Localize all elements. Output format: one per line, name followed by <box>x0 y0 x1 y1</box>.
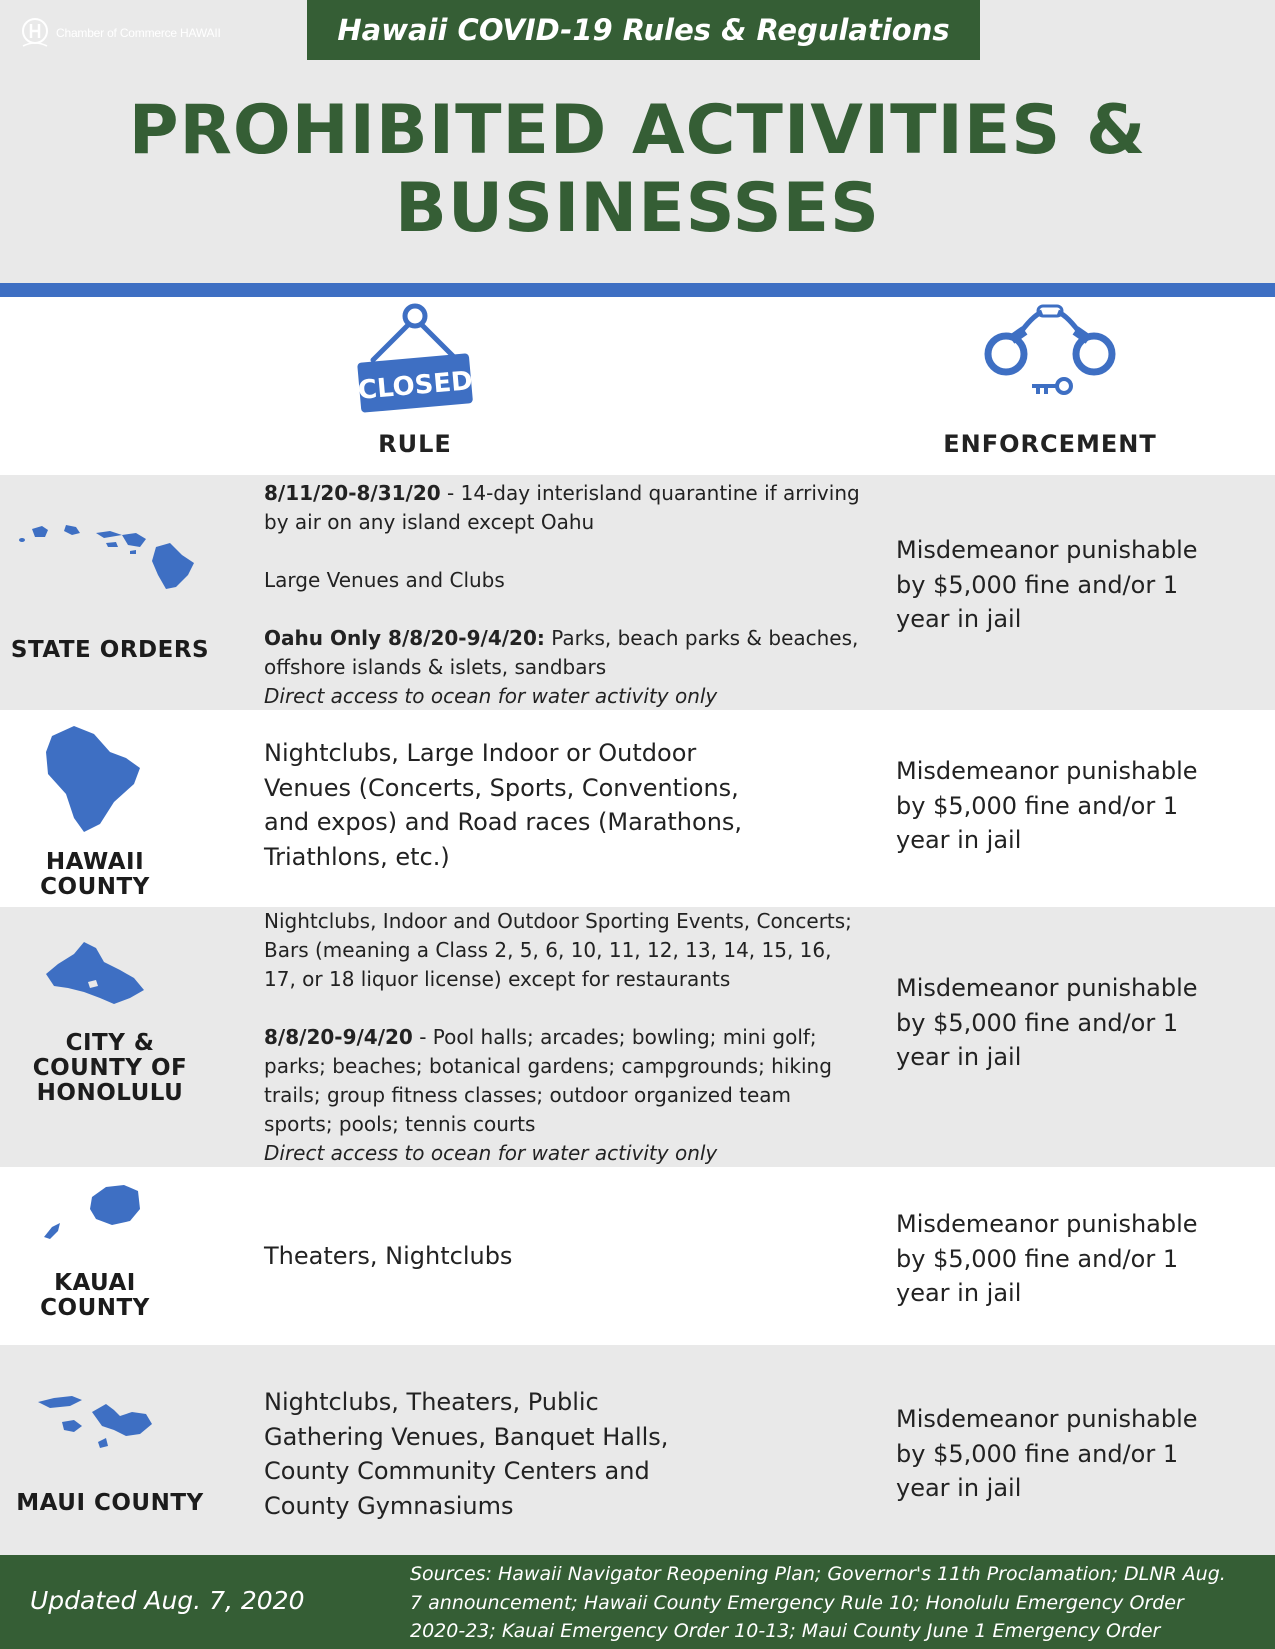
closed-sign-icon <box>355 302 475 418</box>
maui-county-map-icon <box>36 1390 156 1454</box>
sources-text: Sources: Hawaii Navigator Reopening Plan; Governor's 11th Proclamation; DLNR Aug. 7 announcement; Hawaii County Emergency Rule 10; Honolulu Emergency Order 2020-23; Kauai Emergency Order 10-13; Maui County June 1 Emergency Order <box>410 1563 1226 1642</box>
region-label-hawaii-county <box>10 850 180 900</box>
rule-date: Oahu Only 8/8/20-9/4/20: <box>264 626 545 650</box>
closed-sign-text: CLOSED <box>356 366 474 406</box>
table-row-kauai-county <box>0 1167 1275 1345</box>
region-label-kauai-county <box>10 1271 180 1321</box>
logo-text: Chamber of Commerce HAWAII <box>56 26 221 40</box>
table-row-maui-county <box>0 1345 1275 1555</box>
enforcement-text: Misdemeanor punishable by $5,000 fine and/or 1 year in jail <box>896 974 1198 1071</box>
table-row-state-orders <box>0 475 1275 710</box>
rule-column-header: RULE <box>378 430 452 458</box>
rule-detail: Parks, beach parks & beaches, offshore islands & islets, sandbars <box>264 626 859 679</box>
region-label-line: HAWAII <box>45 849 145 875</box>
region-label-line: HONOLULU <box>36 1080 184 1106</box>
region-label-line: COUNTY <box>40 874 150 900</box>
page-title <box>0 92 1275 248</box>
region-label-line: KAUAI <box>54 1270 136 1296</box>
enforcement-text: Misdemeanor punishable by $5,000 fine and/or 1 year in jail <box>896 1210 1198 1307</box>
rule-text <box>264 479 864 711</box>
rule-detail: - Pool halls; arcades; bowling; mini golf; parks; beaches; botanical gardens; campgrounds; hiking trails; group fitness classes; outdoor organized team sports; pools; tennis courts <box>264 1025 832 1136</box>
divider <box>0 283 1275 297</box>
enforcement-text: Misdemeanor punishable by $5,000 fine and/or 1 year in jail <box>896 1405 1198 1502</box>
enforcement-text: Misdemeanor punishable by $5,000 fine and/or 1 year in jail <box>896 536 1198 633</box>
region-label-line: CITY & <box>65 1030 155 1056</box>
hawaiian-islands-map-icon <box>18 521 204 601</box>
rule-text: Nightclubs, Large Indoor or Outdoor Venues (Concerts, Sports, Conventions, and expos) and Road races (Marathons, Triathlons, etc.) <box>264 739 743 871</box>
chamber-logo-icon <box>20 16 50 50</box>
region-label-honolulu <box>10 1031 210 1106</box>
rule-detail: - 14-day interisland quarantine if arriving by air on any island except Oahu <box>264 481 860 534</box>
table-row-honolulu <box>0 907 1275 1167</box>
region-label-line: COUNTY <box>40 1295 150 1321</box>
rule-date: 8/11/20-8/31/20 <box>264 481 441 505</box>
rule-date: 8/8/20-9/4/20 <box>264 1025 413 1049</box>
rule-text: Theaters, Nightclubs <box>264 1242 513 1270</box>
updated-date: Updated Aug. 7, 2020 <box>30 1586 305 1615</box>
rule-detail: Nightclubs, Indoor and Outdoor Sporting Events, Concerts; Bars (meaning a Class 2, 5, 6, 10, 11, 12, 13, 14, 15, 16, 17, or 18 liquor license) except for restaurants <box>264 909 852 991</box>
chamber-logo <box>20 16 221 50</box>
rule-note: Direct access to ocean for water activity only <box>264 1141 718 1165</box>
region-label-state-orders: STATE ORDERS <box>10 637 210 663</box>
table-row-hawaii-county <box>0 710 1275 907</box>
oahu-map-icon <box>44 940 146 1010</box>
rule-detail: Large Venues and Clubs <box>264 568 505 592</box>
region-label-maui-county: MAUI COUNTY <box>16 1490 204 1516</box>
region-label-line: COUNTY OF <box>32 1055 188 1081</box>
rule-text: Nightclubs, Theaters, Public Gathering Venues, Banquet Halls, County Community Centers and County Gymnasiums <box>264 1388 669 1520</box>
big-island-map-icon <box>44 722 144 834</box>
page-title-line-2: BUSINESSES <box>394 169 880 248</box>
rule-note: Direct access to ocean for water activity only <box>264 684 718 708</box>
handcuffs-icon <box>980 302 1120 398</box>
rule-text <box>264 907 864 1168</box>
kauai-map-icon <box>42 1183 146 1243</box>
enforcement-column-header: ENFORCEMENT <box>943 430 1157 458</box>
title-bar: Hawaii COVID-19 Rules & Regulations <box>307 0 980 60</box>
page-title-line-1: PROHIBITED ACTIVITIES & <box>128 91 1147 170</box>
enforcement-text: Misdemeanor punishable by $5,000 fine and/or 1 year in jail <box>896 757 1198 854</box>
